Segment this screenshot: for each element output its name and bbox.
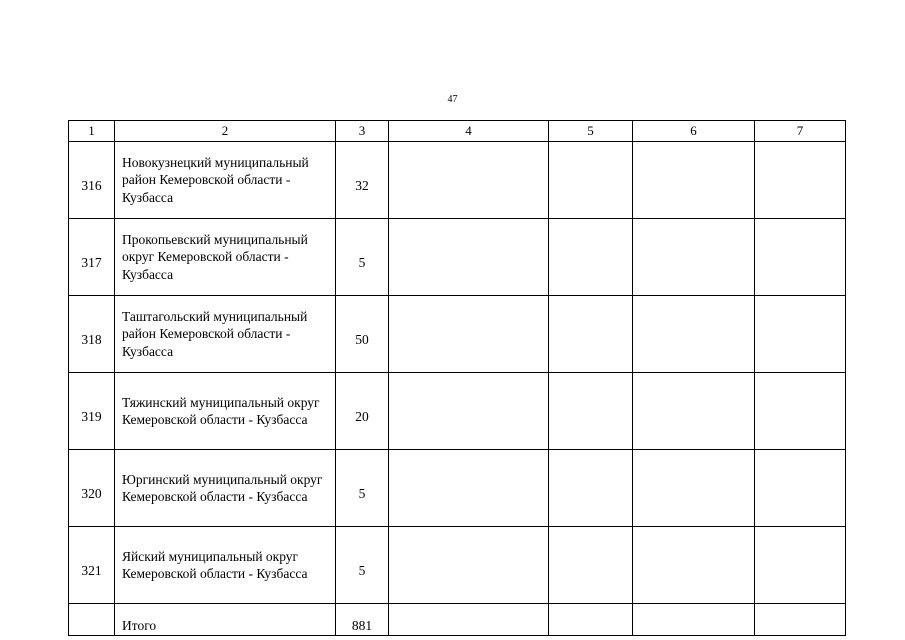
row-value: 20 (336, 373, 389, 450)
row-number: 319 (69, 373, 115, 450)
row-value: 32 (336, 142, 389, 219)
municipality-name: Прокопьевский муниципальный округ Кемеровской области - Кузбасса (115, 219, 336, 296)
municipality-name: Таштагольский муниципальный район Кемеровской области - Кузбасса (115, 296, 336, 373)
column-header-7: 7 (755, 121, 846, 142)
empty-cell (633, 219, 755, 296)
municipality-name: Яйский муниципальный округ Кемеровской области - Кузбасса (115, 527, 336, 604)
empty-cell (755, 450, 846, 527)
empty-cell (389, 142, 549, 219)
column-header-1: 1 (69, 121, 115, 142)
data-table (68, 120, 846, 636)
empty-cell (389, 296, 549, 373)
total-label: Итого (115, 604, 336, 636)
row-number: 317 (69, 219, 115, 296)
empty-cell (633, 527, 755, 604)
table-row (69, 373, 846, 450)
table-row (69, 142, 846, 219)
empty-cell (549, 296, 633, 373)
empty-cell (755, 373, 846, 450)
empty-cell (549, 450, 633, 527)
row-value: 50 (336, 296, 389, 373)
total-row (69, 604, 846, 636)
table-row (69, 296, 846, 373)
empty-cell (755, 296, 846, 373)
row-value: 5 (336, 219, 389, 296)
empty-cell (389, 219, 549, 296)
header-row (69, 121, 846, 142)
empty-cell (389, 604, 549, 636)
empty-cell (633, 296, 755, 373)
empty-cell (389, 450, 549, 527)
empty-cell (633, 450, 755, 527)
municipality-name: Юргинский муниципальный округ Кемеровской области - Кузбасса (115, 450, 336, 527)
municipality-name: Новокузнецкий муниципальный район Кемеровской области - Кузбасса (115, 142, 336, 219)
row-number: 318 (69, 296, 115, 373)
row-value: 5 (336, 527, 389, 604)
column-header-4: 4 (389, 121, 549, 142)
total-value: 881 (336, 604, 389, 636)
empty-cell (755, 219, 846, 296)
empty-cell (549, 604, 633, 636)
page-number: 47 (447, 94, 458, 105)
table-row (69, 219, 846, 296)
column-header-3: 3 (336, 121, 389, 142)
column-header-2: 2 (115, 121, 336, 142)
empty-cell (755, 604, 846, 636)
empty-cell (633, 142, 755, 219)
row-number: 321 (69, 527, 115, 604)
municipality-name: Тяжинский муниципальный округ Кемеровской области - Кузбасса (115, 373, 336, 450)
empty-cell (549, 219, 633, 296)
row-number: 316 (69, 142, 115, 219)
row-value: 5 (336, 450, 389, 527)
empty-cell (755, 142, 846, 219)
row-number: 320 (69, 450, 115, 527)
empty-cell (633, 604, 755, 636)
table-row (69, 527, 846, 604)
column-header-6: 6 (633, 121, 755, 142)
empty-cell (755, 527, 846, 604)
empty-cell (549, 142, 633, 219)
empty-cell (549, 373, 633, 450)
empty-cell (69, 604, 115, 636)
empty-cell (389, 373, 549, 450)
empty-cell (549, 527, 633, 604)
empty-cell (633, 373, 755, 450)
empty-cell (389, 527, 549, 604)
table-row (69, 450, 846, 527)
column-header-5: 5 (549, 121, 633, 142)
